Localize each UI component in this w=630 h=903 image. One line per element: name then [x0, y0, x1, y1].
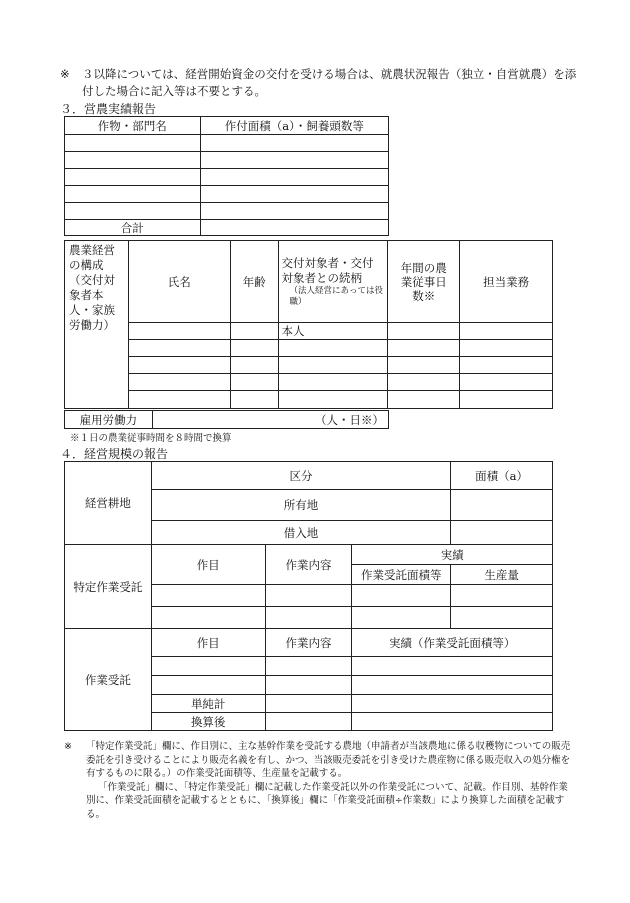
duty-header: 担当業務: [460, 241, 553, 323]
contract-label: 作業受託: [65, 629, 152, 731]
relation-header-note: （法人経営にあっては役職）: [289, 285, 383, 307]
age-cell[interactable]: [230, 340, 278, 357]
area-cell[interactable]: [200, 203, 388, 220]
days-cell[interactable]: [388, 357, 460, 374]
age-cell[interactable]: [230, 374, 278, 391]
simple-total-result-cell[interactable]: [352, 695, 553, 713]
top-note-text: ３以降については、経営開始資金の交付を受ける場合は、就農状況報告（独立・自営就農）を添付した場合に記入等は不要とする。: [82, 67, 577, 98]
section3-footnote: ※１日の農業従事時間を８時間で換算: [70, 433, 232, 444]
specific-work-cell[interactable]: [265, 607, 352, 629]
crop-header: 作物・部門名: [65, 117, 201, 135]
section4-heading: ４．経営規模の報告: [60, 447, 169, 461]
area-header: 作付面積（a）・飼養頭数等: [200, 117, 388, 135]
age-cell[interactable]: [230, 391, 278, 409]
name-cell[interactable]: [128, 323, 230, 340]
contract-work-cell[interactable]: [265, 676, 352, 695]
crop-cell[interactable]: [65, 203, 201, 220]
days-header: 年間の農業従事日数※: [388, 241, 460, 323]
duty-cell[interactable]: [460, 374, 553, 391]
area-cell[interactable]: [200, 169, 388, 186]
specific-result-header: 実績: [352, 545, 553, 565]
specific-output-header: 生産量: [451, 565, 553, 585]
specific-area-header: 作業受託面積等: [352, 565, 451, 585]
bottom-note: [64, 740, 576, 821]
area-cell[interactable]: [200, 186, 388, 203]
crops-table: [64, 116, 389, 236]
simple-total-work-cell[interactable]: [265, 695, 352, 713]
specific-output-cell[interactable]: [451, 607, 553, 629]
days-cell[interactable]: [388, 374, 460, 391]
area-cell[interactable]: [200, 152, 388, 169]
specific-label: 特定作業受託: [65, 545, 152, 629]
duty-cell[interactable]: [460, 323, 553, 340]
name-cell[interactable]: [128, 391, 230, 409]
leased-label: 借入地: [151, 521, 450, 545]
farmland-category-header: 区分: [151, 462, 450, 490]
converted-result-cell[interactable]: [352, 713, 553, 731]
age-cell[interactable]: [230, 357, 278, 374]
contract-work-cell[interactable]: [265, 657, 352, 676]
duty-cell[interactable]: [460, 357, 553, 374]
crop-cell[interactable]: [65, 186, 201, 203]
specific-output-cell[interactable]: [451, 585, 553, 607]
simple-total-label: 単純計: [151, 695, 265, 713]
specific-area-cell[interactable]: [352, 607, 451, 629]
converted-work-cell[interactable]: [265, 713, 352, 731]
labor-table: [64, 240, 553, 409]
contract-work-header: 作業内容: [265, 629, 352, 657]
crop-cell[interactable]: [65, 152, 201, 169]
specific-area-cell[interactable]: [352, 585, 451, 607]
bottom-note-para1: 「特定作業受託」欄に、作目別に、主な基幹作業を受託する農地（申請者が当該農地に係る収穫物についての販売委託を引き受けることにより販売名義を有し、かつ、当該販売委託を引き受けた農産物に係る販売収入の処分権を有するものに限る。）の作業受託面積等、生産量を記載する。: [86, 741, 571, 779]
hired-unit: （人・日※）: [152, 411, 388, 429]
name-cell[interactable]: [128, 374, 230, 391]
note-mark: ※: [60, 67, 70, 81]
contract-item-cell[interactable]: [151, 657, 265, 676]
relation-cell[interactable]: [278, 391, 388, 409]
relation-cell[interactable]: [278, 340, 388, 357]
age-cell[interactable]: [230, 323, 278, 340]
hired-label: 雇用労働力: [65, 411, 153, 429]
hired-labor-table: [64, 410, 389, 429]
labor-side-label: 農業経営の構成（交付対象者本人・家族労働力）: [65, 241, 129, 409]
leased-area-cell[interactable]: [451, 521, 553, 545]
specific-item-cell[interactable]: [151, 585, 265, 607]
duty-cell[interactable]: [460, 340, 553, 357]
contract-item-header: 作目: [151, 629, 265, 657]
specific-work-header: 作業内容: [265, 545, 352, 585]
contract-result-cell[interactable]: [352, 657, 553, 676]
name-cell[interactable]: [128, 357, 230, 374]
name-cell[interactable]: [128, 340, 230, 357]
owned-area-cell[interactable]: [451, 490, 553, 521]
relation-cell: 本人: [278, 323, 388, 340]
age-header: 年齢: [230, 241, 278, 323]
specific-work-cell[interactable]: [265, 585, 352, 607]
scale-table: [64, 461, 553, 731]
contract-result-header: 実績（作業受託面積等）: [352, 629, 553, 657]
relation-header-text: 交付対象者・交付対象者との続柄: [281, 255, 374, 285]
owned-label: 所有地: [151, 490, 450, 521]
section3-heading: ３．営農実績報告: [60, 102, 157, 116]
total-label: 合計: [65, 220, 201, 236]
bottom-note-mark: ※: [64, 741, 72, 752]
relation-cell[interactable]: [278, 357, 388, 374]
relation-header: [278, 241, 388, 323]
specific-item-cell[interactable]: [151, 607, 265, 629]
specific-item-header: 作目: [151, 545, 265, 585]
crop-cell[interactable]: [65, 135, 201, 152]
days-cell[interactable]: [388, 340, 460, 357]
days-cell[interactable]: [388, 323, 460, 340]
converted-label: 換算後: [151, 713, 265, 731]
contract-result-cell[interactable]: [352, 676, 553, 695]
duty-cell[interactable]: [460, 391, 553, 409]
area-cell[interactable]: [200, 135, 388, 152]
contract-item-cell[interactable]: [151, 676, 265, 695]
total-cell[interactable]: [200, 220, 388, 236]
farmland-area-header: 面積（a）: [451, 462, 553, 490]
days-cell[interactable]: [388, 391, 460, 409]
top-note: [60, 66, 580, 100]
crop-cell[interactable]: [65, 169, 201, 186]
relation-cell[interactable]: [278, 374, 388, 391]
bottom-note-para2: 「作業受託」欄に、「特定作業受託」欄に記載した作業受託以外の作業受託について、記載。作目別、基幹作業別に、作業受託面積を記載するとともに、「換算後」欄に「作業受託面積÷作業数」により換算した面積を記載する。: [86, 781, 568, 820]
farmland-label: 経営耕地: [65, 462, 152, 545]
name-header: 氏名: [128, 241, 230, 323]
